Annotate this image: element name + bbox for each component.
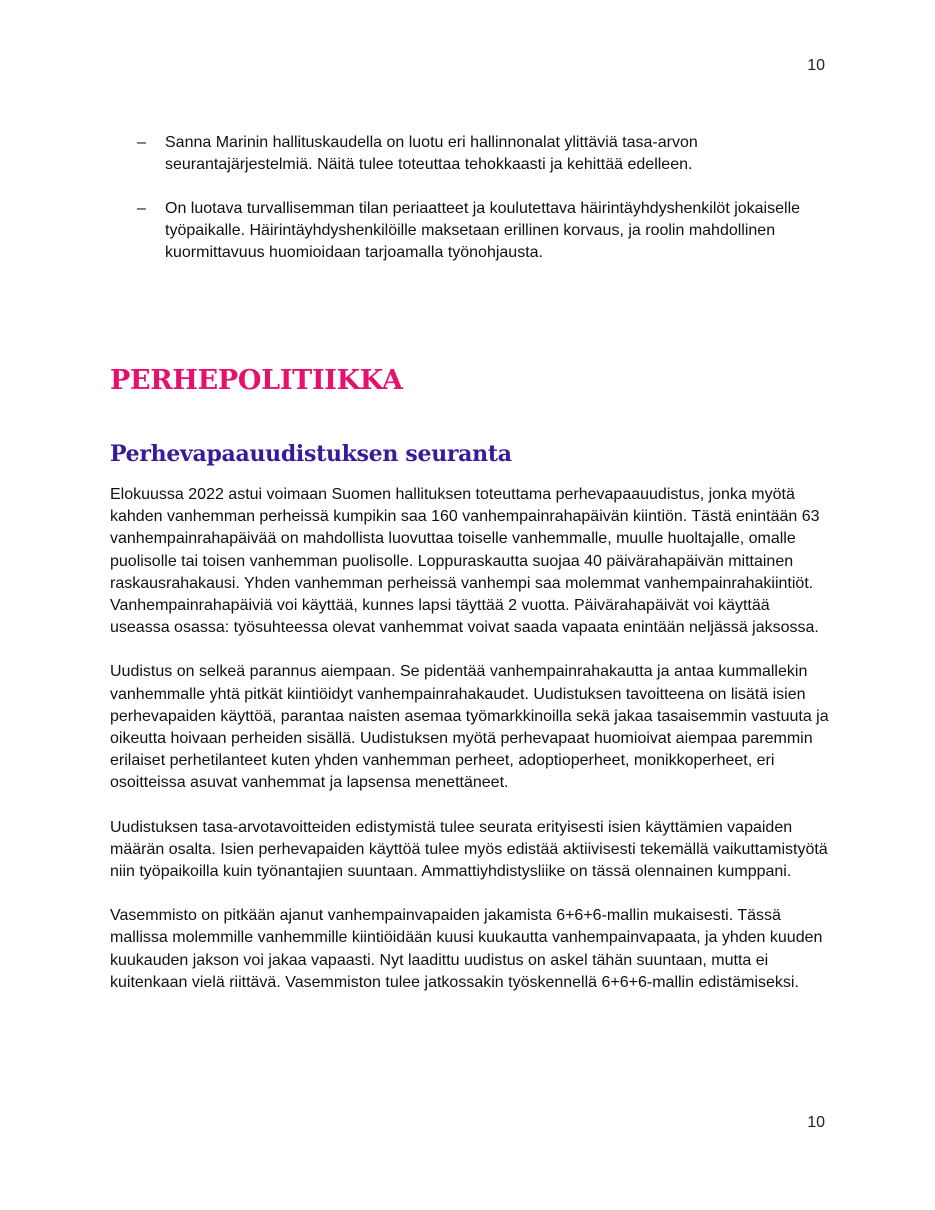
- subsection-title: Perhevapaauudistuksen seuranta: [110, 441, 512, 467]
- bullet-text: Sanna Marinin hallituskaudella on luotu eri hallinnonalat ylittäviä tasa-arvon seurantajärjestelmiä. Näitä tulee toteuttaa tehokkaasti ja kehittää edelleen.: [165, 134, 698, 173]
- paragraph: Elokuussa 2022 astui voimaan Suomen hallituksen toteuttama perhevapaauudistus, jonka myötä kahden vanhemman perheissä kumpikin saa 160 vanhempainrahapäivän kiintiön. Tästä enintään 63 vanhempainrahapäivää on mahdollista luovuttaa toiselle vanhemmalle, muulle huoltajalle, omalle puolisolle tai toisen vanhemman puolisolle. Loppuraskautta suojaa 40 päivärahapäivän mittainen raskausrahakausi. Yhden vanhemman perheissä vanhempi saa molemmat vanhempainrahakiintiöt. Vanhempainrahapäiviä voi käyttää, kunnes lapsi täyttää 2 vuotta. Päivärahapäivät voi käyttää useassa osassa: työsuhteessa olevat vanhemmat voivat saada vapaata enintään neljässä jaksossa.: [110, 486, 820, 637]
- bullet-item: [110, 198, 830, 264]
- bullet-marker: –: [137, 200, 146, 217]
- body-text: [110, 484, 830, 1016]
- paragraph: Uudistuksen tasa-arvotavoitteiden edistymistä tulee seurata erityisesti isien käyttämien vapaiden määrän osalta. Isien perhevapaiden käyttöä tulee myös edistää aktiivisesti tekemällä vaikuttamistyötä niin työpaikoilla kuin työnantajien suuntaan. Ammattiyhdistysliike on tässä olennainen kumppani.: [110, 818, 828, 881]
- paragraph: Uudistus on selkeä parannus aiempaan. Se pidentää vanhempainrahakautta ja antaa kummallekin vanhemmalle yhtä pitkät kiintiöidyt vanhempainrahakaudet. Uudistuksen tavoitteena on lisätä isien perhevapaiden käyttöä, parantaa naisten asemaa työmarkkinoilla sekä jakaa tasaisemmin vastuuta ja oikeutta hoivaan perheiden sisällä. Uudistuksen myötä perhevapaat huomioivat aiempaa paremmin erilaiset perhetilanteet kuten yhden vanhemman perheet, adoptioperheet, monikkoperheet, eri osoitteissa asuvat vanhemmat ja lapsensa menettäneet.: [110, 663, 829, 792]
- bullet-text: On luotava turvallisemman tilan periaatteet ja koulutettava häirintäyhdyshenkilöt jokaiselle työpaikalle. Häirintäyhdyshenkilöille maksetaan erillinen korvaus, ja roolin mahdollinen kuormittavuus huomioidaan tarjoamalla työnohjausta.: [165, 200, 801, 261]
- section-title: PERHEPOLITIIKKA: [110, 365, 403, 396]
- bullet-marker: –: [137, 134, 146, 151]
- bullet-list: [110, 132, 830, 286]
- page-number-bottom: 10: [807, 1114, 825, 1131]
- bullet-item: [110, 132, 830, 176]
- paragraph: Vasemmisto on pitkään ajanut vanhempainvapaiden jakamista 6+6+6-mallin mukaisesti. Tässä mallissa molemmille vanhemmille kiintiöidään kuusi kuukautta vanhempainvapaata, ja yhden kuuden kuukauden jakson voi jakaa vapaasti. Nyt laadittu uudistus on askel tähän suuntaan, mutta ei kuitenkaan vielä riittävä. Vasemmiston tulee jatkossakin työskennellä 6+6+6-mallin edistämiseksi.: [110, 907, 823, 991]
- page-number-top: 10: [807, 57, 825, 74]
